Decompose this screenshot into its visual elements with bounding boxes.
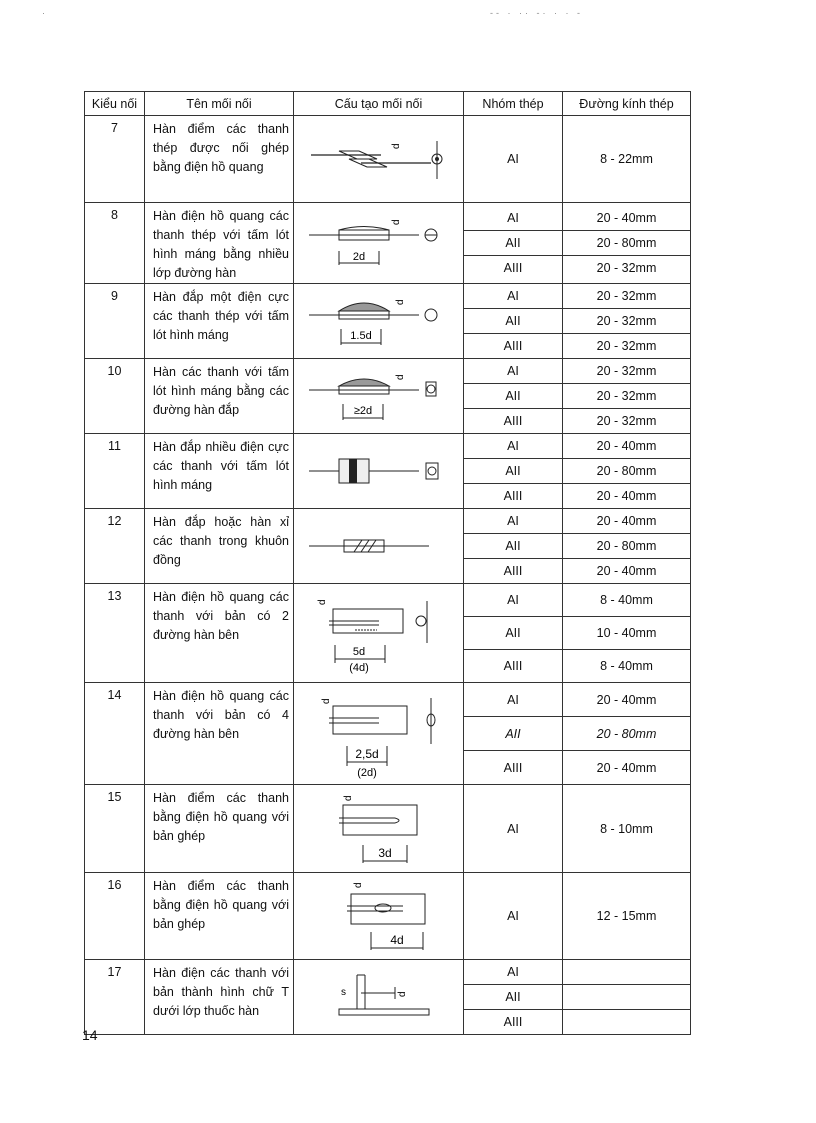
svg-text:d: d: [352, 882, 364, 888]
scan-noise: -- · ·· -· · · -: [490, 8, 583, 18]
svg-text:d: d: [342, 794, 354, 801]
steel-diameter: 20 - 40mm: [596, 564, 657, 578]
joint-number: 9: [85, 284, 145, 359]
steel-diameter: 8 - 22mm: [600, 152, 653, 166]
steel-diameter: 20 - 40mm: [563, 683, 690, 717]
table-row: [85, 873, 691, 960]
steel-group: AI: [464, 683, 562, 717]
steel-group: AII: [464, 384, 562, 409]
joint-diagram: [294, 116, 464, 203]
steel-group: AI: [464, 359, 562, 384]
header-ten-moi-noi: Tên mối nối: [145, 92, 294, 116]
svg-text:d: d: [394, 299, 406, 305]
joint-name: Hàn đắp một điện cực các thanh thép với tấm lót hình máng: [145, 284, 294, 359]
steel-group: AII: [464, 459, 562, 484]
steel-group-cell: [464, 873, 563, 960]
table-row: [85, 785, 691, 873]
steel-diameter: 20 - 40mm: [563, 434, 690, 459]
steel-diameter: 20 - 80mm: [563, 459, 690, 484]
joint-number: 11: [85, 434, 145, 509]
table-row: [85, 683, 691, 785]
table-row: [85, 284, 691, 359]
joint-diagram: [294, 509, 464, 584]
dim-label: 4d: [389, 933, 404, 947]
steel-group: AII: [464, 231, 562, 256]
spot-weld-splice-plate-diagram-2: [299, 876, 459, 956]
steel-group: AIII: [503, 339, 523, 353]
steel-group: AIII: [503, 261, 523, 275]
svg-text:s: s: [340, 987, 346, 998]
steel-group: AIII: [503, 489, 523, 503]
steel-diameter: 8 - 40mm: [600, 659, 653, 673]
joint-name: Hàn điện hồ quang các thanh với bản có 4 đường hàn bên: [145, 683, 294, 785]
steel-diameter: 20 - 40mm: [563, 509, 690, 534]
steel-group: AI: [507, 821, 519, 836]
page-number: 14: [82, 1027, 98, 1043]
joint-number: 8: [85, 203, 145, 284]
table-header-row: [85, 92, 691, 116]
dim-label: 2,5d: [354, 746, 379, 761]
joint-number: 12: [85, 509, 145, 584]
steel-diameter: 20 - 40mm: [596, 760, 657, 775]
joint-name: Hàn điểm các thanh bằng điện hồ quang với bản ghép: [145, 785, 294, 873]
table-row: [85, 509, 691, 584]
diameter-cell: [563, 434, 691, 509]
joint-number: 16: [85, 873, 145, 960]
steel-group: AI: [464, 434, 562, 459]
table-row: [85, 434, 691, 509]
joint-diagram: [294, 284, 464, 359]
dim-label: 2d: [352, 251, 365, 263]
steel-group: AII: [464, 309, 562, 334]
joint-number: 17: [85, 960, 145, 1035]
steel-group: AIII: [503, 760, 523, 775]
deposit-weld-trough-diagram: [299, 364, 459, 428]
diameter-cell: [563, 584, 691, 683]
steel-group-cell: [464, 509, 563, 584]
svg-text:d: d: [390, 143, 402, 149]
steel-diameter: 12 - 15mm: [596, 909, 657, 923]
steel-group: AI: [507, 909, 519, 923]
trough-weld-diagram: [299, 211, 459, 275]
joint-diagram: [294, 434, 464, 509]
steel-group-cell: [464, 683, 563, 785]
steel-group: AI: [464, 284, 562, 309]
steel-group-cell: [464, 116, 563, 203]
joint-number: 13: [85, 584, 145, 683]
joint-name: Hàn đắp nhiều điện cực các thanh với tấm lót hình máng: [145, 434, 294, 509]
steel-diameter: 20 - 32mm: [596, 261, 657, 275]
steel-group: AIII: [503, 659, 523, 673]
dim-label: ≥2d: [353, 405, 372, 417]
svg-text:d: d: [396, 991, 408, 997]
diameter-cell: [563, 960, 691, 1035]
diameter-cell: [563, 873, 691, 960]
steel-group-cell: [464, 785, 563, 873]
joint-diagram: [294, 203, 464, 284]
steel-diameter: 20 - 80mm: [563, 231, 690, 256]
steel-diameter: 20 - 32mm: [563, 309, 690, 334]
steel-diameter: 20 - 32mm: [563, 384, 690, 409]
plate-two-side-weld-diagram: [299, 589, 459, 677]
single-electrode-weld-diagram: [299, 289, 459, 353]
steel-group-cell: [464, 203, 563, 284]
diameter-cell: [563, 509, 691, 584]
scan-dot: ·: [42, 8, 48, 18]
steel-group-cell: [464, 960, 563, 1035]
header-nhom-thep: Nhóm thép: [464, 92, 563, 116]
table-row: [85, 203, 691, 284]
steel-group: AII: [464, 717, 562, 751]
joint-number: 15: [85, 785, 145, 873]
steel-diameter: 20 - 32mm: [563, 284, 690, 309]
joint-name: Hàn điện hồ quang các thanh với bản có 2 đường hàn bên: [145, 584, 294, 683]
joint-diagram: [294, 785, 464, 873]
steel-diameter: 20 - 32mm: [563, 359, 690, 384]
steel-group: AI: [464, 584, 562, 617]
steel-group-cell: [464, 284, 563, 359]
spot-weld-lap-diagram: [299, 129, 459, 189]
steel-group: AI: [464, 206, 562, 231]
diameter-cell: [563, 785, 691, 873]
steel-group-cell: [464, 359, 563, 434]
dim-label-alt: (2d): [356, 766, 377, 779]
steel-diameter: 8 - 10mm: [600, 821, 653, 836]
header-cau-tao: Cấu tạo mối nối: [294, 92, 464, 116]
joint-name: Hàn đắp hoặc hàn xỉ các thanh trong khuôn đồng: [145, 509, 294, 584]
steel-group: AIII: [503, 414, 523, 428]
steel-group: AIII: [503, 564, 523, 578]
svg-text:d: d: [316, 599, 328, 605]
dim-label-alt: (4d): [348, 662, 369, 674]
multi-electrode-weld-diagram: [299, 441, 459, 501]
joint-diagram: [294, 359, 464, 434]
header-kieu-noi: Kiểu nối: [85, 92, 145, 116]
steel-diameter: 20 - 80mm: [563, 534, 690, 559]
table-row: [85, 116, 691, 203]
joint-diagram: [294, 873, 464, 960]
steel-group: AI: [464, 960, 562, 985]
diameter-cell: [563, 116, 691, 203]
diameter-cell: [563, 284, 691, 359]
diameter-cell: [563, 203, 691, 284]
t-joint-weld-diagram: [299, 965, 459, 1029]
table-row: [85, 960, 691, 1035]
plate-four-side-weld-diagram: [299, 688, 459, 780]
diameter-cell: [563, 359, 691, 434]
dim-label: 3d: [377, 845, 392, 860]
diameter-cell: [563, 683, 691, 785]
joint-name: Hàn điện các thanh với bản thành hình chữ T dưới lớp thuốc hàn: [145, 960, 294, 1035]
svg-text:d: d: [390, 219, 402, 225]
steel-diameter: [563, 985, 690, 1010]
joint-name: Hàn điểm các thanh thép được nối ghép bằng điện hồ quang: [145, 116, 294, 203]
joint-number: 14: [85, 683, 145, 785]
steel-group: AII: [464, 534, 562, 559]
steel-group: AI: [464, 509, 562, 534]
joint-number: 7: [85, 116, 145, 203]
svg-text:d: d: [320, 697, 332, 704]
dim-label: 1.5d: [349, 330, 372, 342]
steel-diameter: [563, 1010, 690, 1034]
joint-name: Hàn điện hồ quang các thanh thép với tấm lót hình máng bằng nhiều lớp đường hàn: [145, 203, 294, 284]
steel-diameter: 20 - 32mm: [596, 339, 657, 353]
svg-text:d: d: [394, 374, 406, 380]
joint-diagram: [294, 960, 464, 1035]
joint-name: Hàn các thanh với tấm lót hình máng bằng các đường hàn đắp: [145, 359, 294, 434]
table-row: [85, 584, 691, 683]
dim-label: 5d: [352, 646, 365, 658]
steel-group: AIII: [503, 1015, 523, 1029]
steel-group: AII: [464, 617, 562, 650]
steel-diameter: 20 - 40mm: [563, 206, 690, 231]
steel-diameter: 20 - 40mm: [596, 489, 657, 503]
steel-group-cell: [464, 584, 563, 683]
steel-group-cell: [464, 434, 563, 509]
steel-diameter: [563, 960, 690, 985]
copper-mold-weld-diagram: [299, 521, 459, 571]
steel-diameter: 8 - 40mm: [563, 584, 690, 617]
steel-group: AII: [464, 985, 562, 1010]
steel-diameter: 10 - 40mm: [563, 617, 690, 650]
steel-diameter: 20 - 32mm: [596, 414, 657, 428]
joint-number: 10: [85, 359, 145, 434]
header-duong-kinh: Đường kính thép: [563, 92, 691, 116]
joint-name: Hàn điểm các thanh bằng điện hồ quang với bản ghép: [145, 873, 294, 960]
steel-diameter: 20 - 80mm: [563, 717, 690, 751]
joint-diagram: [294, 683, 464, 785]
welding-joints-table: [84, 91, 691, 1035]
spot-weld-splice-plate-diagram: [299, 789, 459, 869]
table-row: [85, 359, 691, 434]
joint-diagram: [294, 584, 464, 683]
steel-group: AI: [507, 152, 519, 166]
